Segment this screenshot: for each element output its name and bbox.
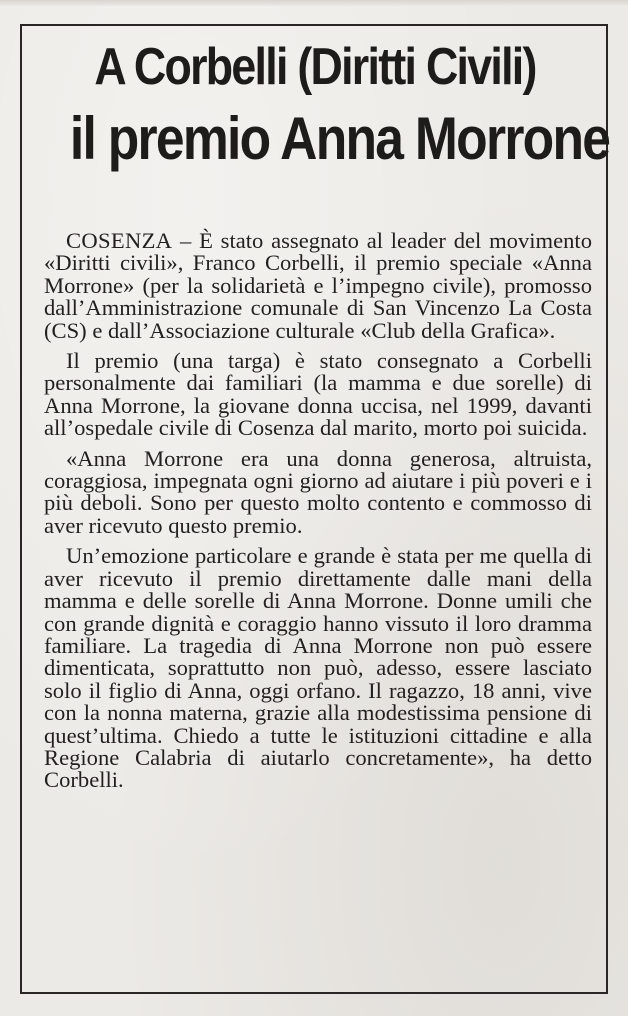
- clipping-top-edge: [0, 0, 628, 6]
- article-body: [44, 230, 592, 800]
- article-paragraph-1: [44, 230, 592, 342]
- article-paragraph-3: «Anna Morrone era una donna generosa, altruista, coraggiosa, impegnata ogni giorno ad aiutare i più poveri e i più deboli. Sono per questo molto contento e commosso di aver ricevuto questo premio.: [44, 445, 592, 538]
- article-paragraph-4: Un’emozione particolare e grande è stata per me quella di aver ricevuto il premio direttamente dalle mani della mamma e delle sorelle di Anna Morrone. Donne umili che con grande dignità e coraggio hanno vissuto il loro dramma familiare. La tragedia di Anna Morrone non può essere dimenticata, soprattutto non può, adesso, essere lasciato solo il figlio di Anna, oggi orfano. Il ragazzo, 18 anni, vive con la nonna materna, grazie alla modestissima pensione di quest’ultima. Chiedo a tutte le istituzioni cittadine e alla Regione Calabria di aiutarlo concretamente», ha detto Corbelli.: [44, 543, 592, 793]
- headline-line-1: A Corbelli (Diritti Civili): [94, 38, 536, 96]
- article-paragraph-2: Il premio (una targa) è stato consegnato a Corbelli personalmente dai familiari (la mamma e due sorelle) di Anna Morrone, la giovane donna uccisa, nel 1999, davanti all’ospedale civile di Cosenza dal marito, morto poi suicida.: [44, 348, 592, 441]
- article-headline: [30, 38, 610, 172]
- article-paragraph-1-text: – È stato assegnato al leader del movimento «Diritti civili», Franco Corbelli, il premio speciale «Anna Morrone» (per la solidarietà e l’impegno civile), promosso dall’Amministrazione comunale di San Vincenzo La Costa (CS) e dall’Associazione culturale «Club della Grafica».: [44, 228, 592, 343]
- article-dateline: COSENZA: [66, 228, 173, 253]
- headline-line-2: il premio Anna Morrone: [69, 105, 610, 172]
